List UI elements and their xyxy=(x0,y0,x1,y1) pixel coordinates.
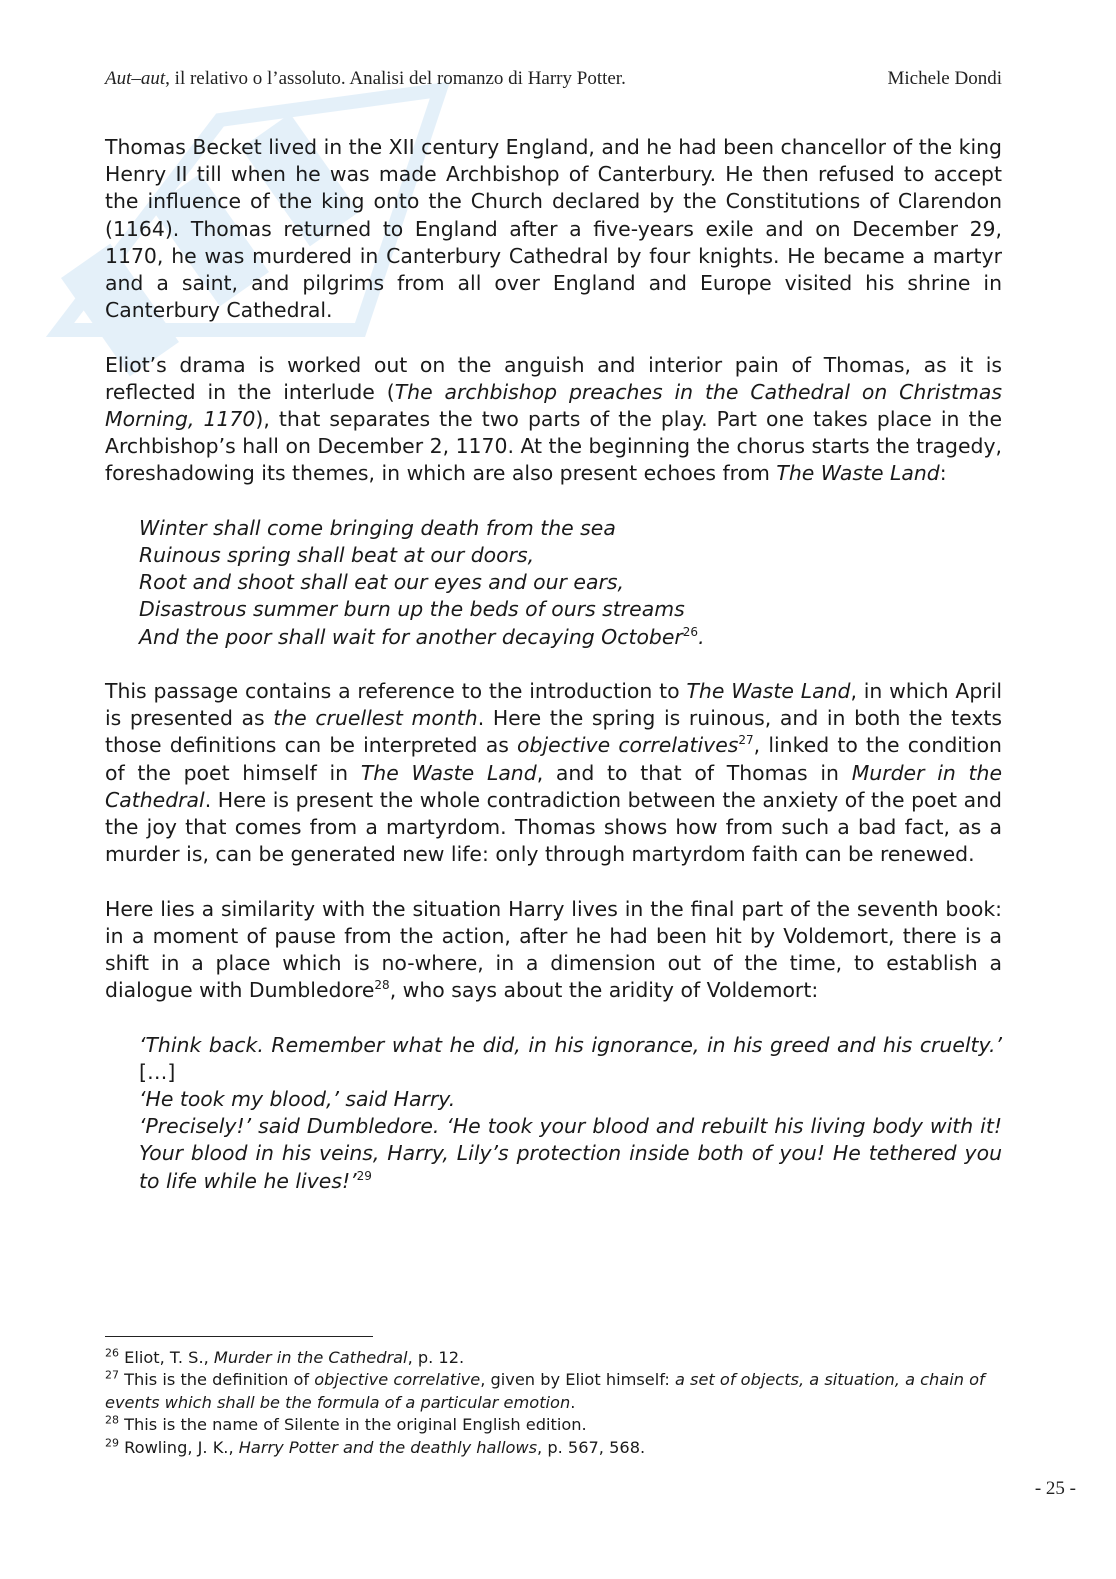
footnote-27: $^{27}$ This is the definition of objective correlative, given by Eliot himself: a set of objects, a situation, a chain of events which shall be the formula of a particular emotion. xyxy=(105,1369,985,1412)
dialogue-line: ‘Precisely!’ said Dumbledore. ‘He took your blood and rebuilt his living body with it! Your blood in his veins, Harry, Lily’s protection inside both of you! He tethered you to life while he lives!’$^{29}$ xyxy=(139,1114,1002,1193)
footnote-ref-28[interactable]: 28 xyxy=(374,978,390,993)
paragraph-waste-land: This passage contains a reference to the introduction to The Waste Land, in which April is presented as the cruellest month. Here the spring is ruinous, and in both the texts those definitions can be interpreted as objective correlatives$^{27}$, linked to the condition of the poet himself in The Waste Land, and to that of Thomas in Murder in the Cathedral. Here is present the whole contradiction between the anxiety of the poet and the joy that comes from a martyrdom. Thomas shows how from such a bad fact, as a murder is, can be generated new life: only through martyrdom faith can be renewed. xyxy=(105,679,1002,867)
footnote-ref-29[interactable]: 29 xyxy=(356,1168,372,1183)
poem-line: Ruinous spring shall beat at our doors, xyxy=(139,543,535,568)
paragraph-harry: Here lies a similarity with the situation Harry lives in the final part of the seventh book: in a moment of pause from the action, after he had been hit by Voldemort, there is a shift in a place which is no-where, in a dimension out of the time, to establish a dialogue with Dumbledore$^{28}$, who says about the aridity of Voldemort: xyxy=(105,896,1002,1003)
poem-line: Winter shall come bringing death from the sea xyxy=(139,515,616,540)
footnote-29: $^{29}$ Rowling, J. K., Harry Potter and the deathly hallows, p. 567, 568. xyxy=(105,1436,646,1457)
footnote-26: $^{26}$ Eliot, T. S., Murder in the Cathedral, p. 12. xyxy=(105,1346,465,1367)
main-text xyxy=(105,134,1002,1195)
poem-line: And the poor shall wait for another decaying October$^{26}$. xyxy=(139,624,705,649)
paragraph-becket: Thomas Becket lived in the XII century England, and he had been chancellor of the king Henry II till when he was made Archbishop of Canterbury. He then refused to accept the influence of the king onto the Church declared by the Constitutions of Clarendon (1164). Thomas returned to England after a five-years exile and on December 29, 1170, he was murdered in Canterbury Cathedral by four knights. He became a martyr and a saint, and pilgrims from all over England and Europe visited his shrine in Canterbury Cathedral. xyxy=(105,135,1002,323)
poem-line: Root and shoot shall eat our eyes and our ears, xyxy=(139,570,624,595)
page-number: - 25 - xyxy=(1034,1478,1076,1499)
poem-line: Disastrous summer burn up the beds of ours streams xyxy=(139,597,685,622)
footnote-ref-27[interactable]: 27 xyxy=(738,733,754,748)
dialogue-quote xyxy=(139,1032,1002,1195)
footnotes xyxy=(105,1336,1002,1459)
poem-quote xyxy=(139,515,1002,651)
header-title: Aut–aut, il relativo o l’assoluto. Analisi del romanzo di Harry Potter. xyxy=(105,68,626,89)
footnote-28: $^{28}$ This is the name of Silente in the original English edition. xyxy=(105,1413,587,1435)
footnote-divider xyxy=(105,1336,373,1337)
header-author: Michele Dondi xyxy=(887,68,1002,89)
footnote-ref-26[interactable]: 26 xyxy=(682,624,699,639)
dialogue-line: ‘He took my blood,’ said Harry. xyxy=(139,1087,456,1112)
paragraph-eliot-drama: Eliot’s drama is worked out on the anguish and interior pain of Thomas, as it is reflected in the interlude (The archbishop preaches in the Cathedral on Christmas Morning, 1170), that separates the two parts of the play. Part one takes place in the Archbishop’s hall on December 2, 1170. At the beginning the chorus starts the tragedy, foreshadowing its themes, in which are also present echoes from The Waste Land: xyxy=(105,352,1003,486)
dialogue-line: ‘Think back. Remember what he did, in his ignorance, in his greed and his cruelty.’ […] xyxy=(139,1032,1002,1084)
